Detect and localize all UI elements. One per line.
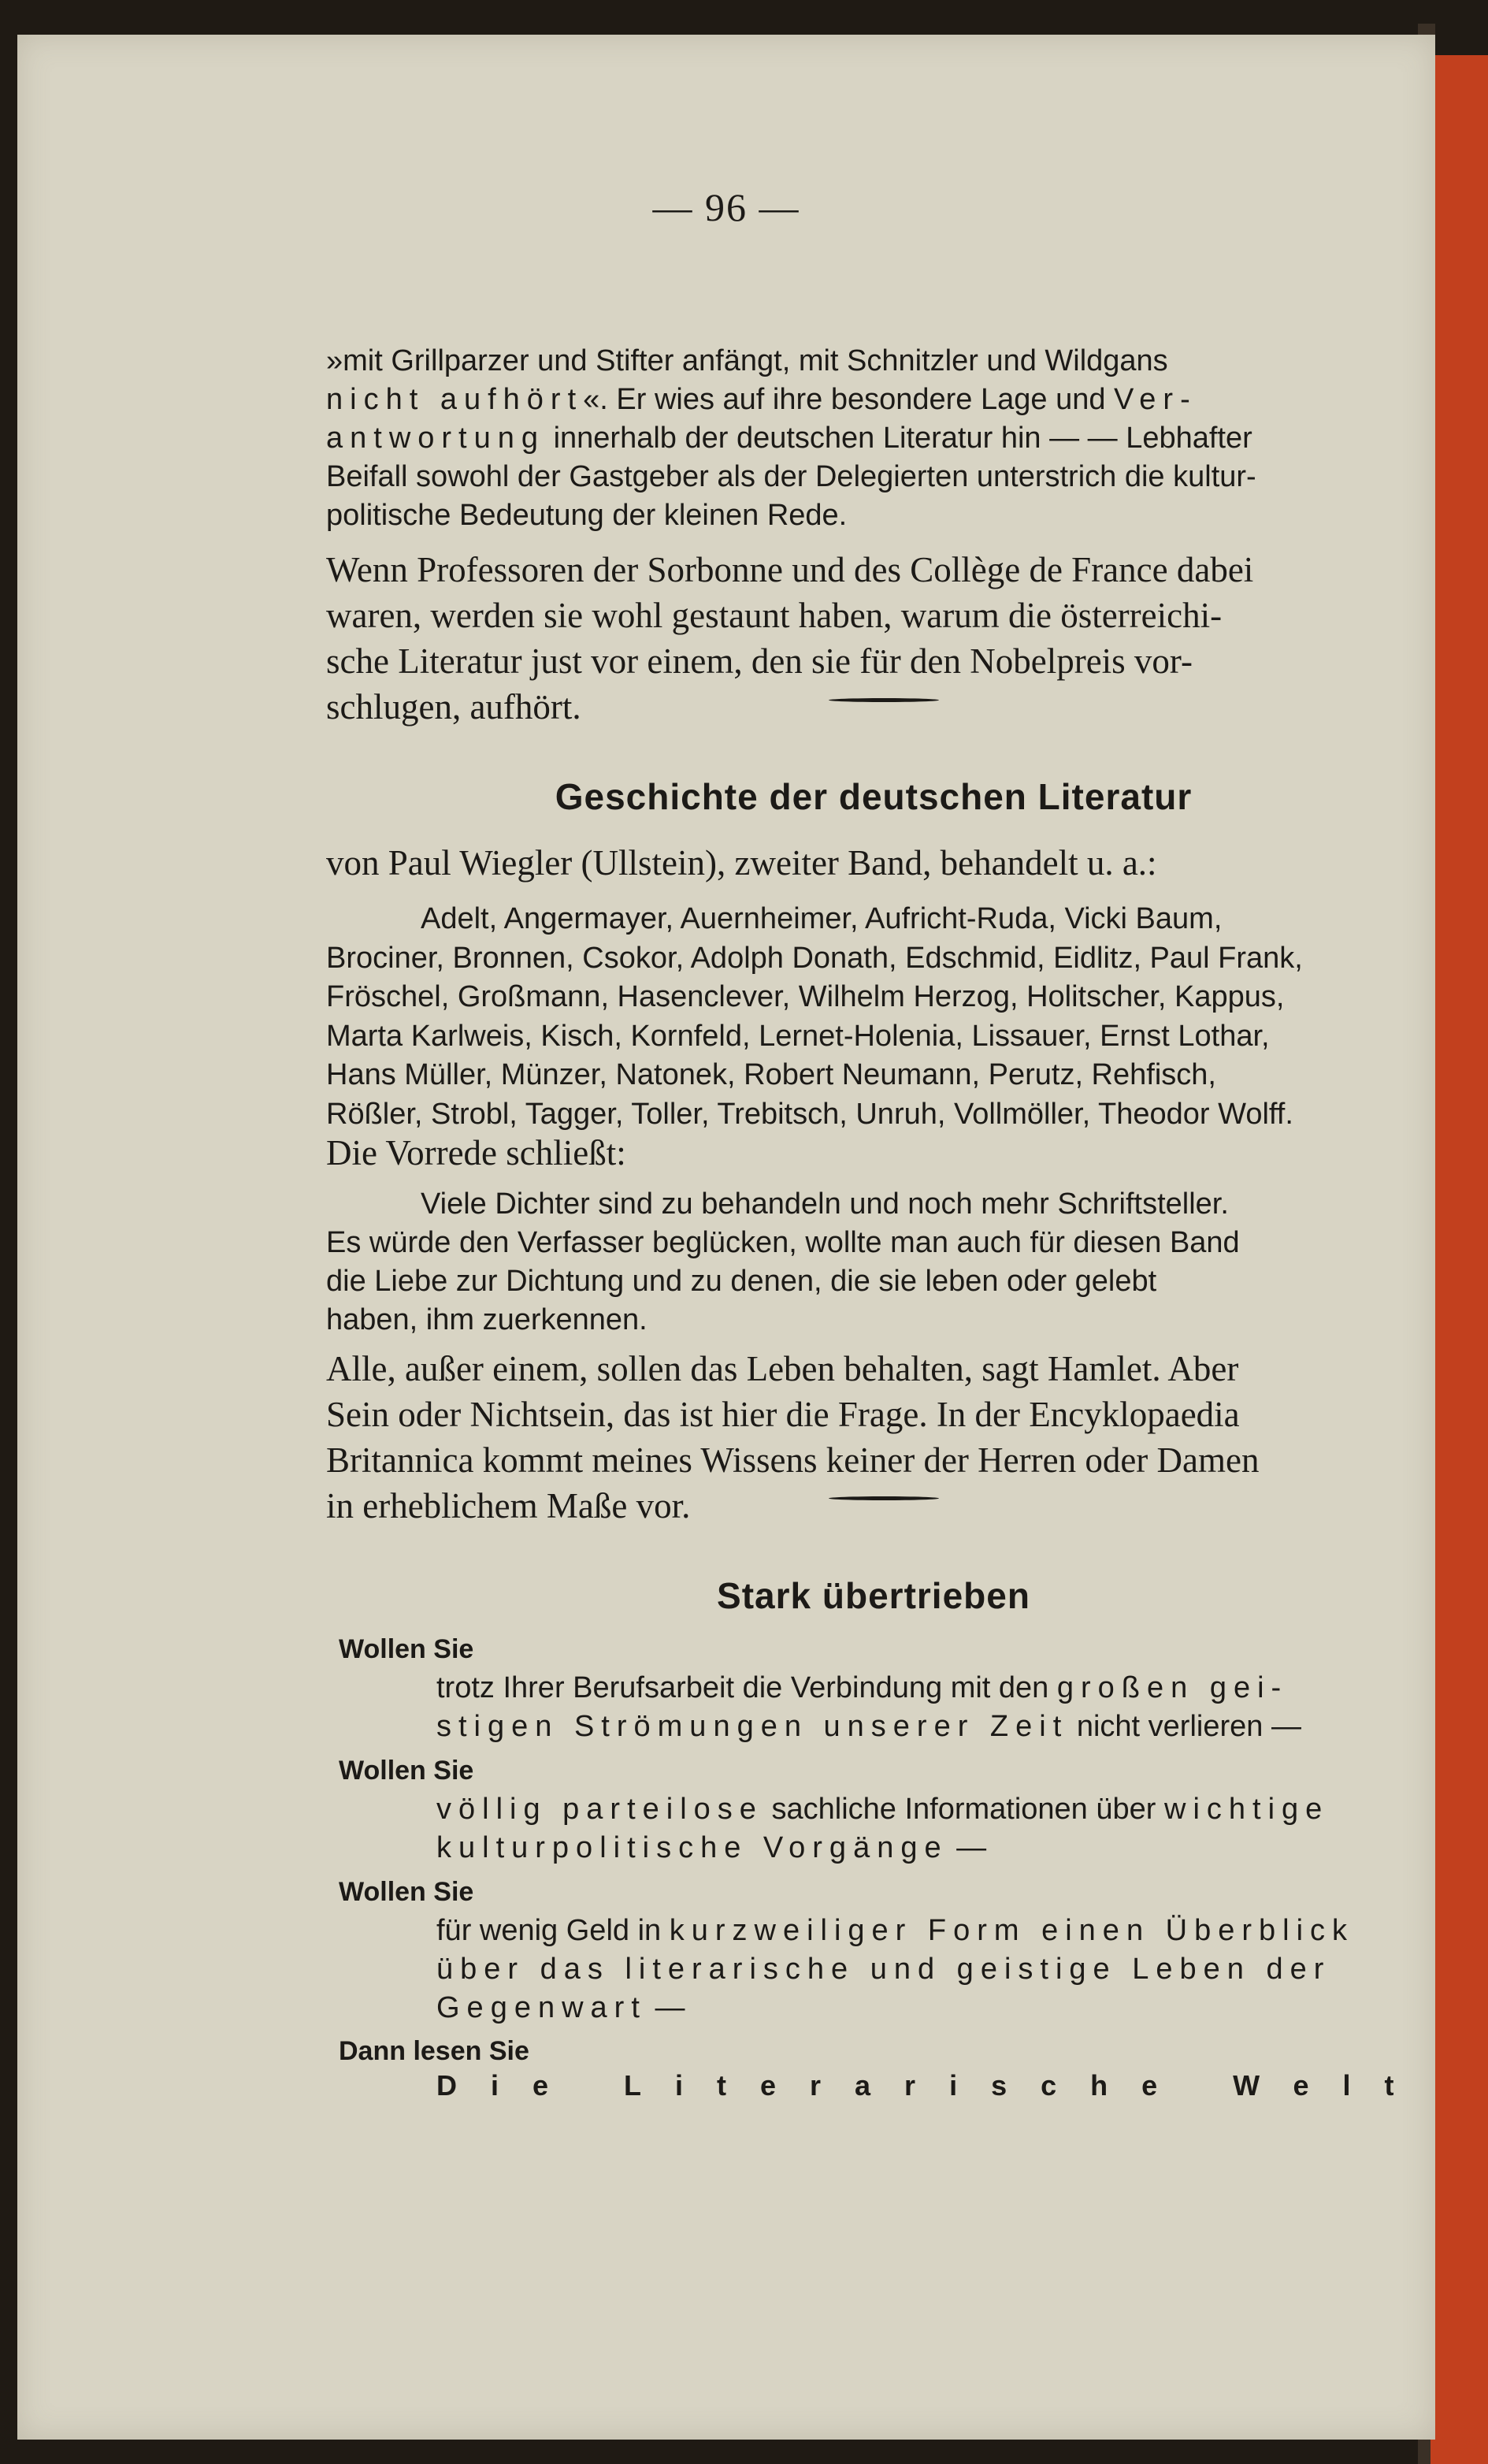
- page-number: — 96 —: [652, 185, 800, 229]
- intro-line-5: politische Bedeutung der kleinen Rede.: [326, 499, 848, 532]
- intro-line-3: antwortung innerhalb der deutschen Literatur hin — — Lebhafter: [326, 422, 1252, 455]
- ad-text-1: trotz Ihrer Berufsarbeit die Verbindung mit den großen gei- stigen Strömungen unserer Zeit nicht verlieren —: [436, 1671, 1301, 1743]
- quote-line-2: Es würde den Verfasser beglücken, wollte man auch für diesen Band: [326, 1226, 1240, 1259]
- hamlet-line-4: in erheblichem Maße vor.: [326, 1486, 691, 1526]
- ad-label-3: Wollen Sie: [339, 1877, 474, 1907]
- sorbonne-line-2: waren, werden sie wohl gestaunt haben, warum die österreichi-: [326, 596, 1223, 635]
- hamlet-line-3: Britannica kommt meines Wissens keiner der Herren oder Damen: [326, 1440, 1260, 1480]
- red-book-cover-edge: [1430, 55, 1488, 2464]
- ad-text-2: völlig parteilose sachliche Informationen über wichtige kulturpolitische Vorgänge —: [436, 1793, 1330, 1864]
- quote-line-1: Viele Dichter sind zu behandeln und noch mehr Schriftsteller.: [421, 1187, 1229, 1221]
- authors-line-5: Hans Müller, Münzer, Natonek, Robert Neumann, Perutz, Rehfisch,: [326, 1058, 1216, 1091]
- authors-line-2: Brociner, Bronnen, Csokor, Adolph Donath, Edschmid, Eidlitz, Paul Frank,: [326, 941, 1303, 975]
- quote-line-3: die Liebe zur Dichtung und zu denen, die sie leben oder gelebt: [326, 1265, 1157, 1298]
- magazine-title: Die Literarische Welt: [436, 2069, 1428, 2102]
- quote-line-4: haben, ihm zuerkennen.: [326, 1303, 648, 1336]
- section-divider-rule-2: [829, 1496, 939, 1500]
- final-label: Dann lesen Sie: [339, 2036, 529, 2066]
- intro-line-1: »mit Grillparzer und Stifter anfängt, mit Schnitzler und Wildgans: [326, 344, 1168, 377]
- hamlet-paragraph: [326, 1346, 1421, 1529]
- hamlet-line-1: Alle, außer einem, sollen das Leben behalten, sagt Hamlet. Aber: [326, 1349, 1239, 1388]
- book-page: [17, 35, 1435, 2440]
- sorbonne-line-3: sche Literatur just vor einem, den sie für den Nobelpreis vor-: [326, 641, 1193, 681]
- ad-text-3: für wenig Geld in kurzweiliger Form einen Überblick über das literarische und geistige Leben der Gegenwart —: [436, 1914, 1355, 2024]
- hamlet-line-2: Sein oder Nichtsein, das ist hier die Frage. In der Encyklopaedia: [326, 1395, 1240, 1434]
- ad-label-1: Wollen Sie: [339, 1634, 474, 1664]
- intro-line-2: nicht aufhört«. Er wies auf ihre besondere Lage und Ver-: [326, 383, 1197, 416]
- intro-paragraph: [326, 342, 1421, 535]
- authors-line-1: Adelt, Angermayer, Auernheimer, Aufricht-Ruda, Vicki Baum,: [421, 902, 1223, 935]
- authors-line-6: Rößler, Strobl, Tagger, Toller, Trebitsch, Unruh, Vollmöller, Theodor Wolff.: [326, 1097, 1293, 1131]
- intro-line-4: Beifall sowohl der Gastgeber als der Delegierten unterstrich die kultur-: [326, 460, 1256, 493]
- vorrede-label: Die Vorrede schließt:: [326, 1133, 626, 1173]
- section-divider-rule: [829, 698, 939, 702]
- authors-list: [326, 900, 1421, 1134]
- sorbonne-line-4: schlugen, aufhört.: [326, 687, 581, 727]
- ad-label-2: Wollen Sie: [339, 1756, 474, 1786]
- section-heading-geschichte: Geschichte der deutschen Literatur: [555, 776, 1193, 817]
- authors-line-3: Fröschel, Großmann, Hasenclever, Wilhelm Herzog, Holitscher, Kappus,: [326, 980, 1285, 1013]
- vorrede-quote: [326, 1185, 1421, 1340]
- authors-line-4: Marta Karlweis, Kisch, Kornfeld, Lernet-Holenia, Lissauer, Ernst Lothar,: [326, 1019, 1270, 1053]
- section-heading-stark: Stark übertrieben: [717, 1575, 1030, 1616]
- section-subtitle: von Paul Wiegler (Ullstein), zweiter Band, behandelt u. a.:: [326, 843, 1157, 883]
- sorbonne-paragraph: [326, 547, 1421, 730]
- sorbonne-line-1: Wenn Professoren der Sorbonne und des Collège de France dabei: [326, 550, 1254, 589]
